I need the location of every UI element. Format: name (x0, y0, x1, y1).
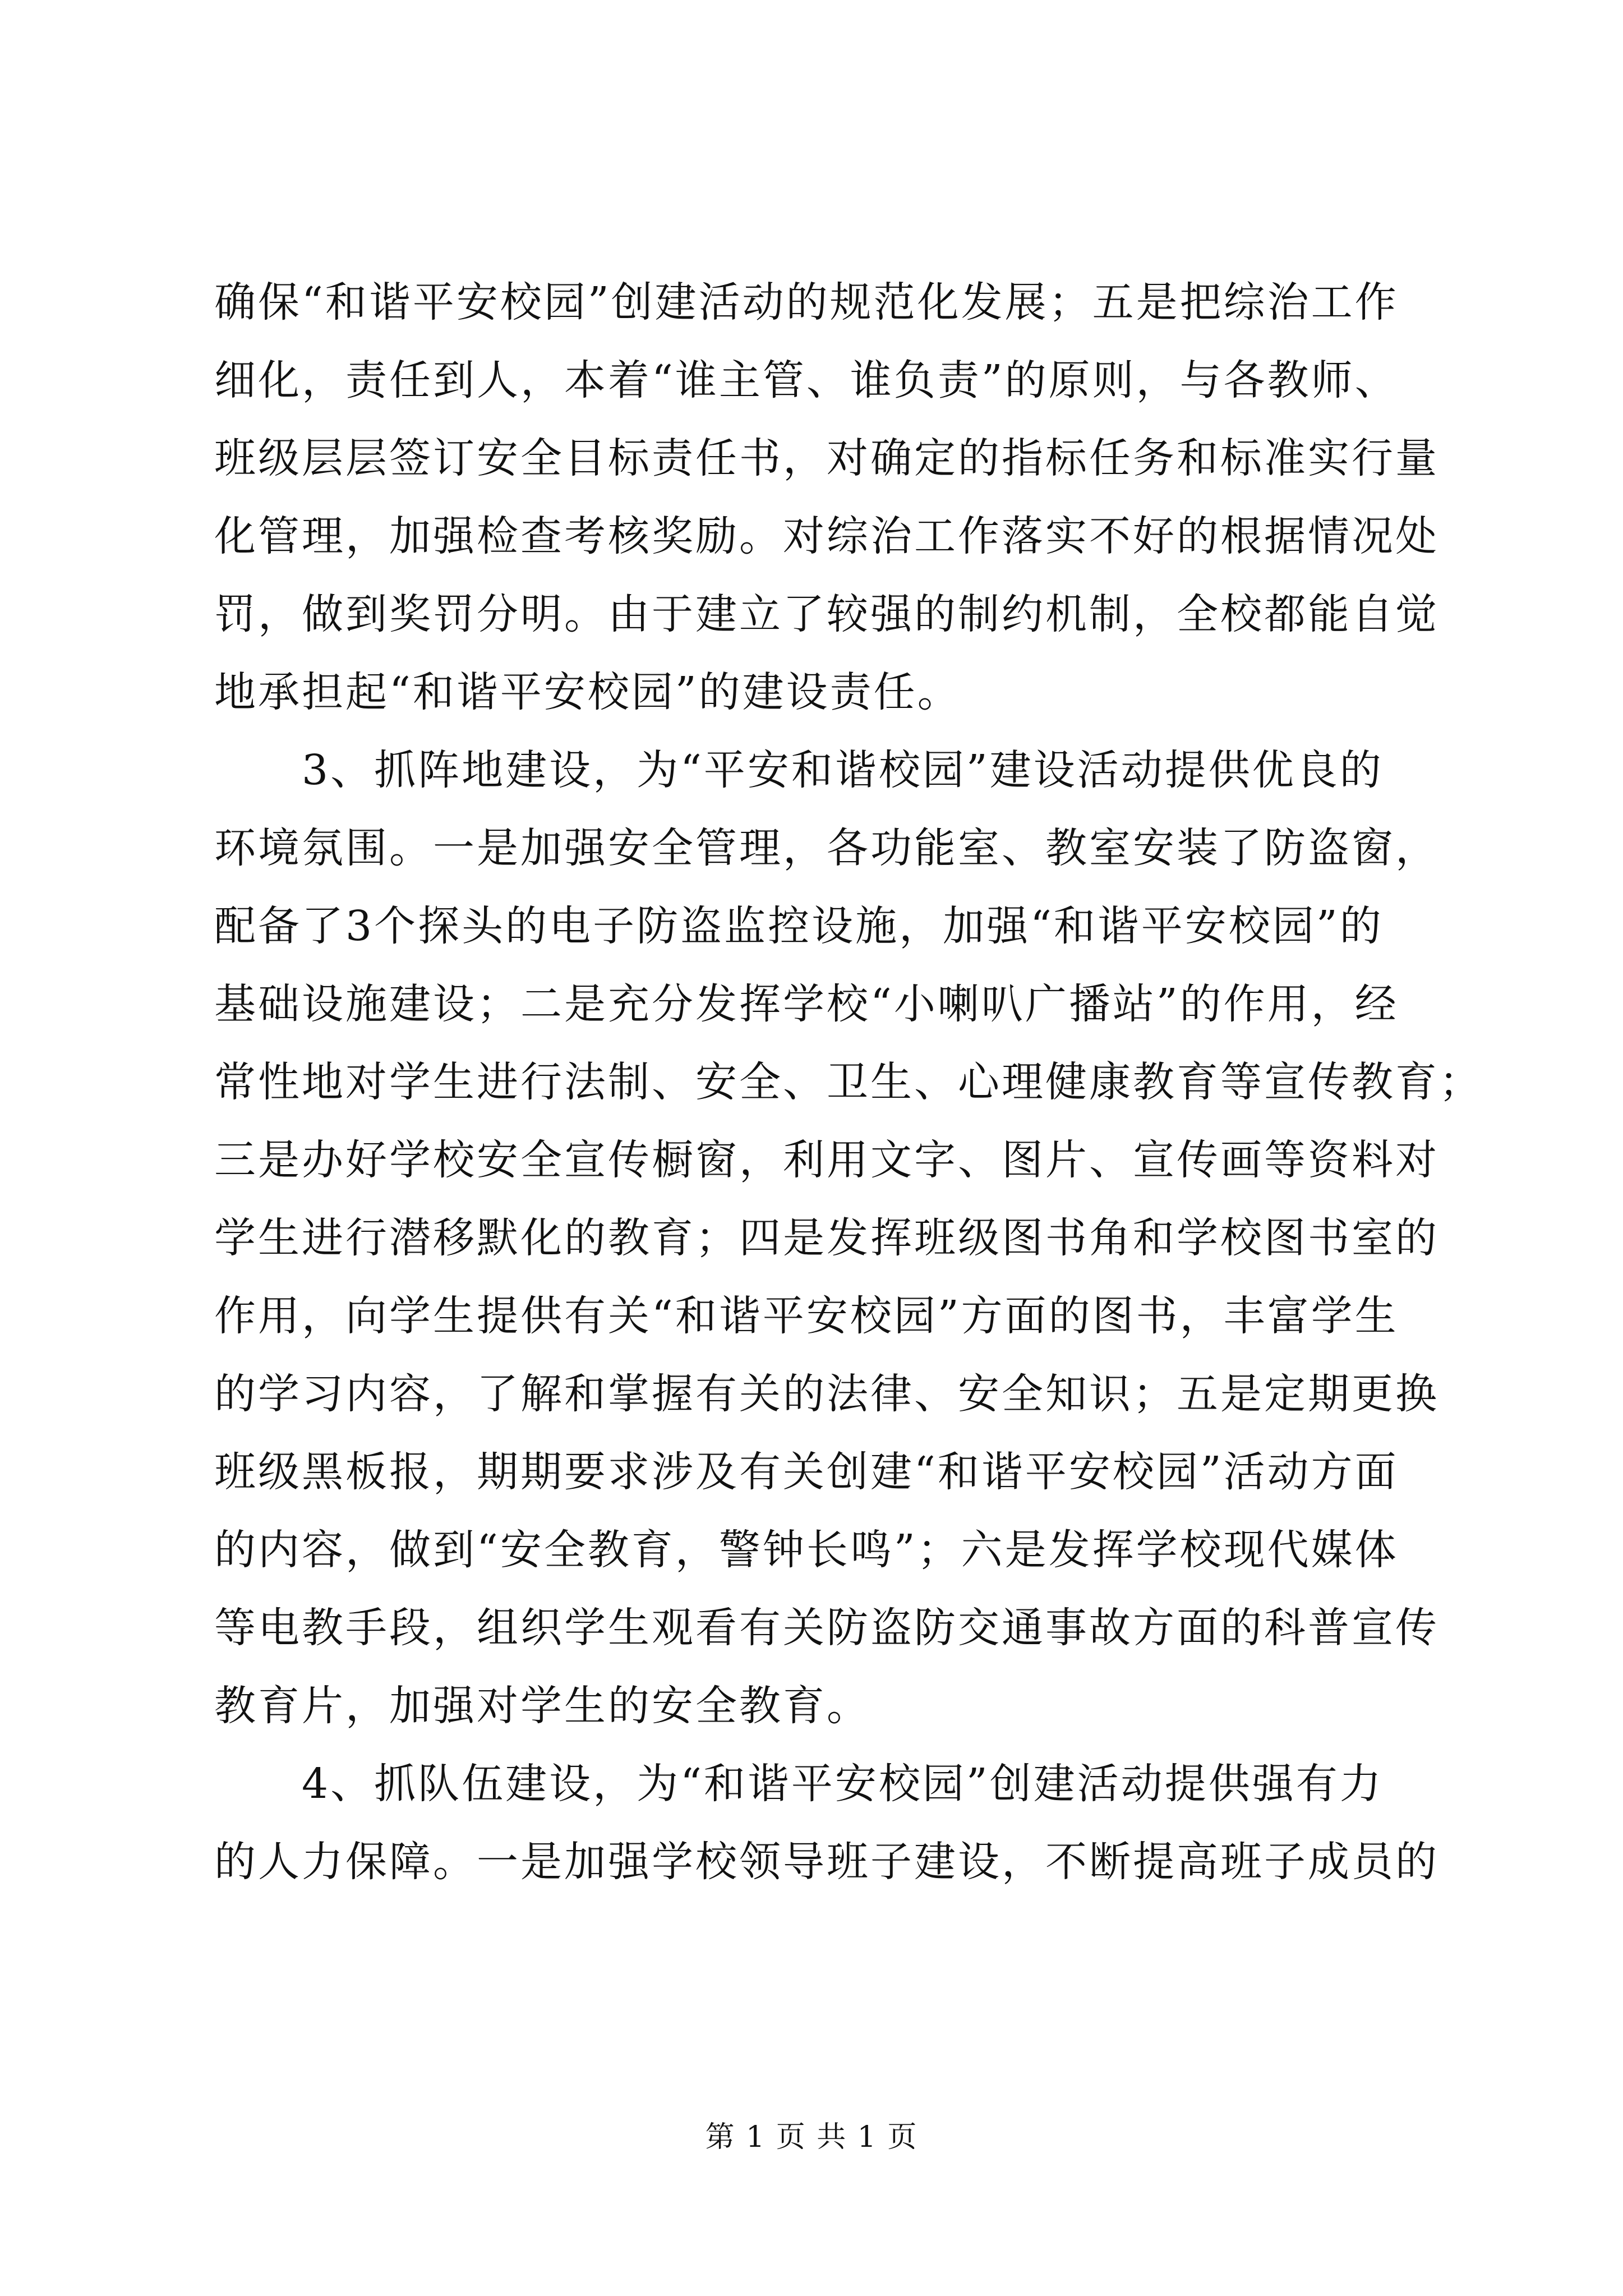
page-number-footer: 第 1 页 共 1 页 (705, 2120, 918, 2154)
text-line: 细化，责任到人，本着“谁主管、谁负责”的原则，与各教师、 (214, 356, 1399, 404)
text-line: 教育片，加强对学生的安全教育。 (214, 1682, 870, 1730)
text-line: 作用，向学生提供有关“和谐平安校园”方面的图书，丰富学生 (214, 1292, 1399, 1340)
text-line: 的人力保障。一是加强学校领导班子建设，不断提高班子成员的 (214, 1838, 1439, 1886)
text-line: 的内容，做到“安全教育，警钟长鸣”；六是发挥学校现代媒体 (214, 1526, 1399, 1574)
text-line: 4、抓队伍建设，为“和谐平安校园”创建活动提供强有力 (214, 1760, 1384, 1808)
text-line: 地承担起“和谐平安校园”的建设责任。 (214, 668, 961, 716)
text-line: 常性地对学生进行法制、安全、卫生、心理健康教育等宣传教育； (214, 1058, 1483, 1106)
document-body (214, 264, 1483, 1901)
text-line: 班级黑板报，期期要求涉及有关创建“和谐平安校园”活动方面 (214, 1448, 1399, 1496)
text-line: 班级层层签订安全目标责任书，对确定的指标任务和标准实行量 (214, 434, 1439, 482)
text-line: 3、抓阵地建设，为“平安和谐校园”建设活动提供优良的 (214, 746, 1384, 794)
text-line: 化管理，加强检查考核奖励。对综治工作落实不好的根据情况处 (214, 512, 1439, 560)
text-line: 配备了3个探头的电子防盗监控设施，加强“和谐平安校园”的 (214, 902, 1384, 950)
text-line: 环境氛围。一是加强安全管理，各功能室、教室安装了防盗窗， (214, 824, 1439, 872)
text-line: 三是办好学校安全宣传橱窗，利用文字、图片、宣传画等资料对 (214, 1136, 1439, 1184)
text-line: 基础设施建设；二是充分发挥学校“小喇叭广播站”的作用，经 (214, 980, 1399, 1028)
text-line: 的学习内容，了解和掌握有关的法律、安全知识；五是定期更换 (214, 1370, 1439, 1418)
text-line: 确保“和谐平安校园”创建活动的规范化发展；五是把综治工作 (214, 278, 1399, 326)
text-line: 等电教手段，组织学生观看有关防盗防交通事故方面的科普宣传 (214, 1604, 1439, 1652)
text-line: 罚，做到奖罚分明。由于建立了较强的制约机制，全校都能自觉 (214, 590, 1439, 638)
text-line: 学生进行潜移默化的教育；四是发挥班级图书角和学校图书室的 (214, 1214, 1439, 1262)
